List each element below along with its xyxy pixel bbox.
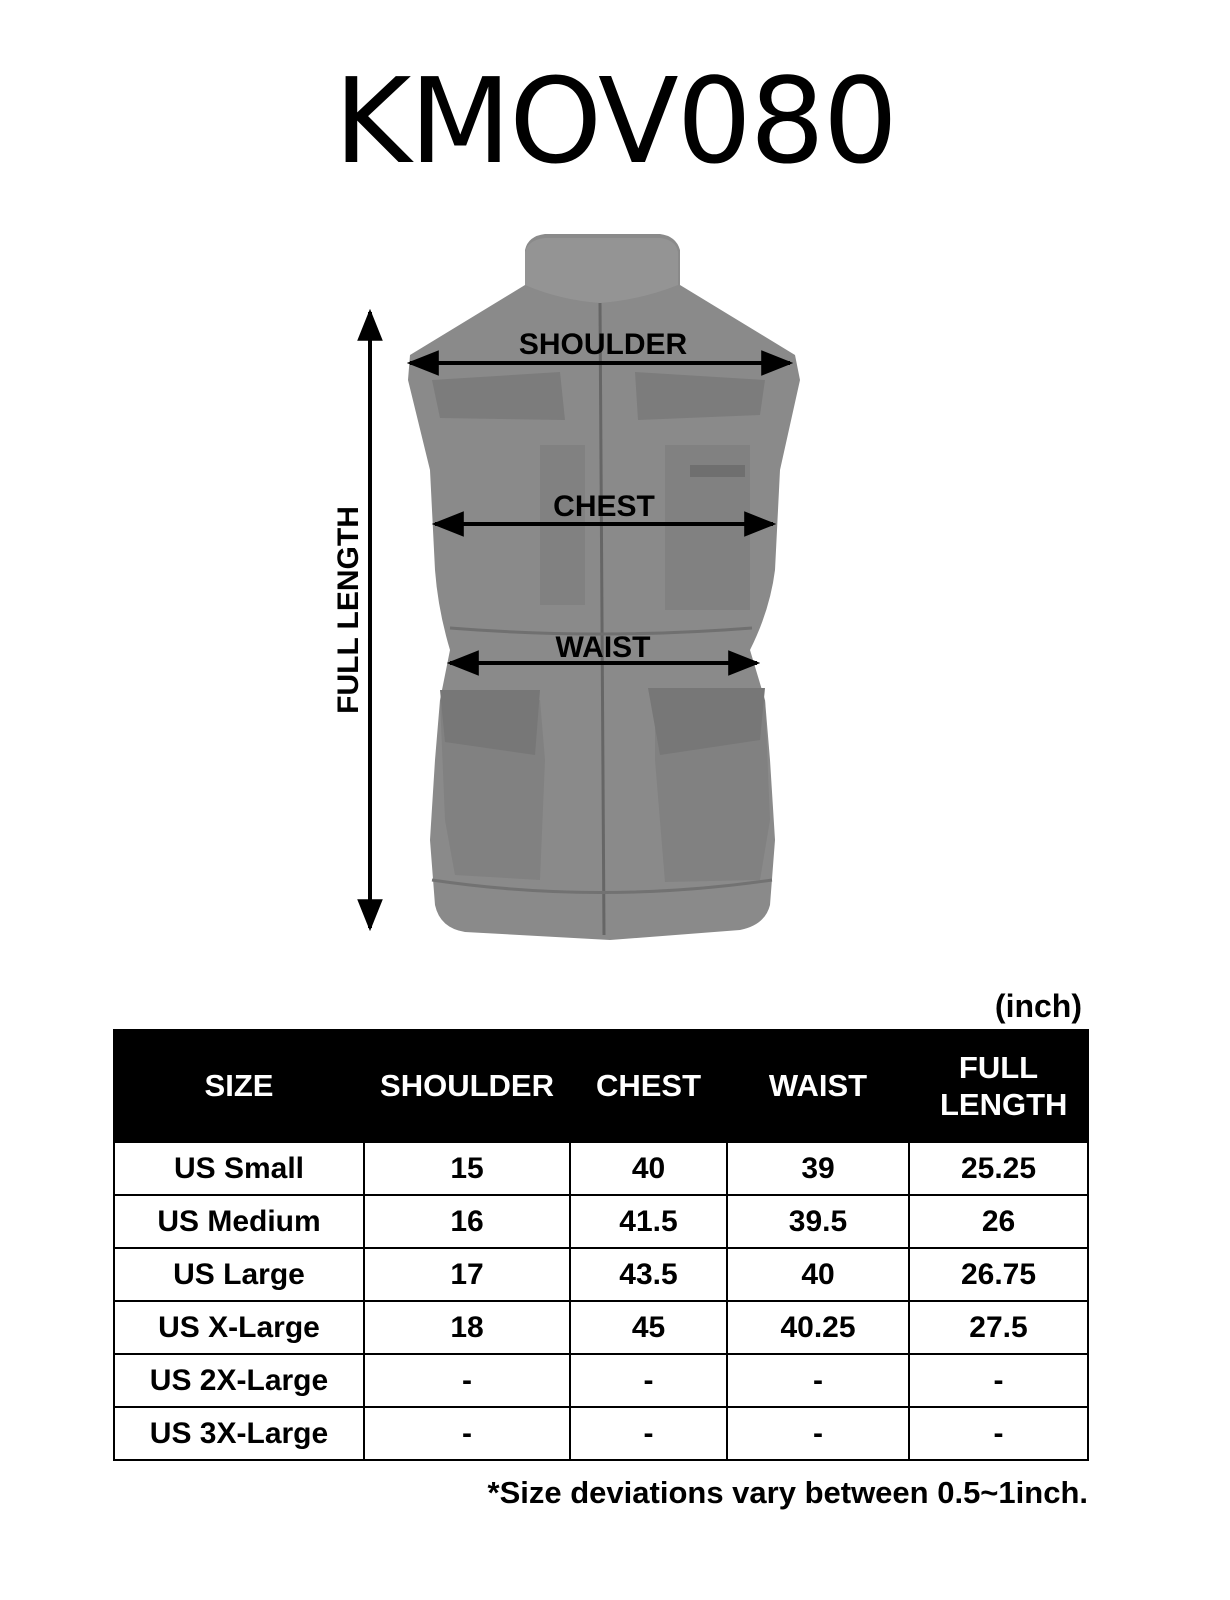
full-length-cell: 26: [909, 1195, 1088, 1248]
shoulder-label: SHOULDER: [518, 328, 688, 361]
table-row: [114, 1354, 1088, 1407]
full-length-cell: 25.25: [909, 1142, 1088, 1195]
full-length-label: FULL LENGTH: [332, 506, 365, 714]
table-row: [114, 1248, 1088, 1301]
full-length-cell: -: [909, 1354, 1088, 1407]
chest-cell: -: [570, 1407, 727, 1460]
waist-cell: 39.5: [727, 1195, 909, 1248]
shoulder-cell: 16: [364, 1195, 570, 1248]
table-row: [114, 1301, 1088, 1354]
waist-cell: 39: [727, 1142, 909, 1195]
size-chart-table: [113, 1029, 1089, 1461]
waist-cell: -: [727, 1354, 909, 1407]
chest-cell: -: [570, 1354, 727, 1407]
table-row: [114, 1407, 1088, 1460]
shoulder-cell: -: [364, 1407, 570, 1460]
header-chest: CHEST: [570, 1030, 727, 1142]
chest-cell: 40: [570, 1142, 727, 1195]
header-size: SIZE: [114, 1030, 364, 1142]
header-waist: WAIST: [727, 1030, 909, 1142]
table-header-row: [114, 1030, 1088, 1142]
size-cell: US 3X-Large: [114, 1407, 364, 1460]
table-row: [114, 1195, 1088, 1248]
product-title: KMOV080: [334, 52, 896, 190]
full-length-cell: 27.5: [909, 1301, 1088, 1354]
vest-right-chest-strap: [690, 465, 745, 477]
waist-cell: 40: [727, 1248, 909, 1301]
waist-cell: -: [727, 1407, 909, 1460]
table-row: [114, 1142, 1088, 1195]
shoulder-cell: -: [364, 1354, 570, 1407]
chest-cell: 45: [570, 1301, 727, 1354]
waist-cell: 40.25: [727, 1301, 909, 1354]
chest-cell: 43.5: [570, 1248, 727, 1301]
waist-label: WAIST: [555, 631, 651, 664]
chest-label: CHEST: [553, 490, 655, 523]
shoulder-cell: 17: [364, 1248, 570, 1301]
vest-mesh-yoke-right: [635, 372, 765, 420]
unit-label: (inch): [994, 988, 1082, 1024]
size-deviation-note: *Size deviations vary between 0.5~1inch.: [487, 1475, 1088, 1510]
size-cell: US Large: [114, 1248, 364, 1301]
size-cell: US Small: [114, 1142, 364, 1195]
full-length-cell: 26.75: [909, 1248, 1088, 1301]
header-full-length: FULL LENGTH: [909, 1030, 1088, 1142]
full-length-cell: -: [909, 1407, 1088, 1460]
shoulder-cell: 18: [364, 1301, 570, 1354]
shoulder-cell: 15: [364, 1142, 570, 1195]
size-cell: US X-Large: [114, 1301, 364, 1354]
header-shoulder: SHOULDER: [364, 1030, 570, 1142]
vest-mesh-yoke: [432, 372, 565, 420]
size-cell: US Medium: [114, 1195, 364, 1248]
chest-cell: 41.5: [570, 1195, 727, 1248]
size-cell: US 2X-Large: [114, 1354, 364, 1407]
